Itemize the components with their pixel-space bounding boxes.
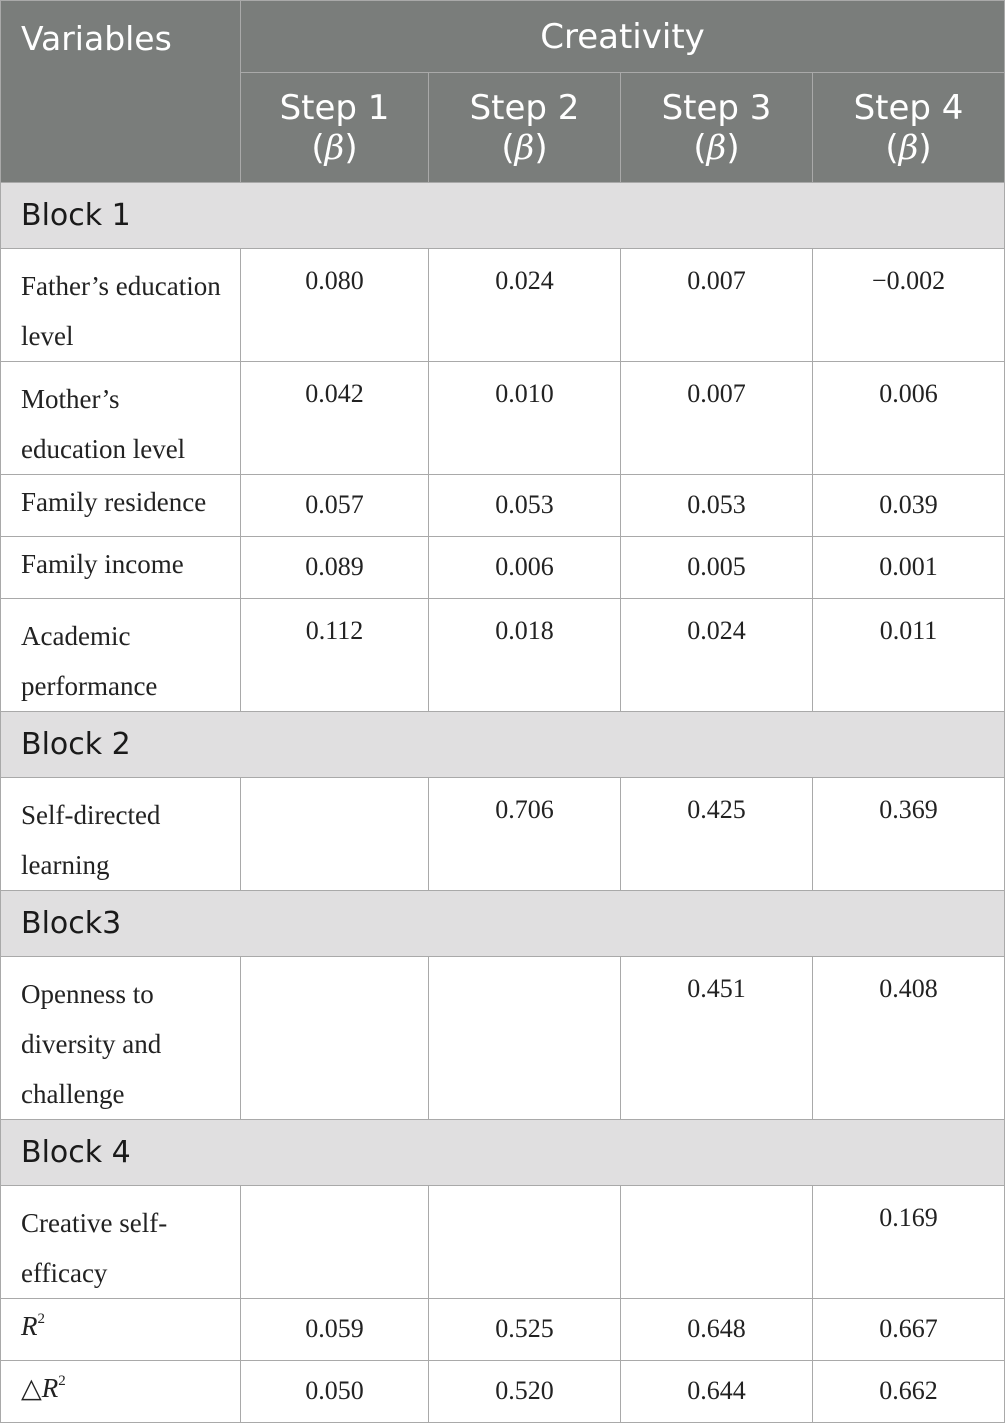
value-cell: 0.169	[813, 1186, 1005, 1299]
block-row	[1, 183, 1005, 249]
creativity-header: Creativity	[241, 1, 1005, 73]
value-cell: 0.662	[813, 1361, 1005, 1423]
variable-name: Openness to diversity and challenge	[1, 957, 241, 1120]
delta-r-squared-row	[1, 1361, 1005, 1423]
value-cell: 0.011	[813, 599, 1005, 712]
table-row	[1, 362, 1005, 475]
variable-name: Family income	[1, 537, 241, 599]
step-1-header: Step 1 (β)	[241, 73, 429, 183]
table-row	[1, 249, 1005, 362]
value-cell: 0.080	[241, 249, 429, 362]
block-title: Block 1	[1, 183, 1005, 249]
block-row	[1, 1120, 1005, 1186]
value-cell: 0.451	[621, 957, 813, 1120]
value-cell: 0.408	[813, 957, 1005, 1120]
value-cell: 0.057	[241, 475, 429, 537]
step-2-header: Step 2 (β)	[429, 73, 621, 183]
variable-name: Academic performance	[1, 599, 241, 712]
value-cell: 0.005	[621, 537, 813, 599]
value-cell: 0.425	[621, 778, 813, 891]
block-title: Block 2	[1, 712, 1005, 778]
value-cell: 0.648	[621, 1299, 813, 1361]
value-cell	[241, 957, 429, 1120]
value-cell: 0.050	[241, 1361, 429, 1423]
value-cell	[241, 778, 429, 891]
value-cell: 0.369	[813, 778, 1005, 891]
value-cell: 0.039	[813, 475, 1005, 537]
value-cell: 0.053	[621, 475, 813, 537]
value-cell: 0.112	[241, 599, 429, 712]
value-cell: 0.007	[621, 362, 813, 475]
value-cell: 0.010	[429, 362, 621, 475]
value-cell: 0.525	[429, 1299, 621, 1361]
table-row	[1, 599, 1005, 712]
value-cell: 0.053	[429, 475, 621, 537]
block-row	[1, 712, 1005, 778]
step-3-header: Step 3 (β)	[621, 73, 813, 183]
value-cell: 0.667	[813, 1299, 1005, 1361]
table-row	[1, 957, 1005, 1120]
delta-icon: △	[21, 1373, 42, 1403]
value-cell: 0.024	[621, 599, 813, 712]
table-row	[1, 1186, 1005, 1299]
value-cell	[429, 1186, 621, 1299]
value-cell: 0.706	[429, 778, 621, 891]
value-cell	[621, 1186, 813, 1299]
table-row	[1, 537, 1005, 599]
r-squared-row	[1, 1299, 1005, 1361]
step-4-header: Step 4 (β)	[813, 73, 1005, 183]
variable-name: Father’s education level	[1, 249, 241, 362]
value-cell	[429, 957, 621, 1120]
block-row	[1, 891, 1005, 957]
variables-header: Variables	[1, 1, 241, 183]
value-cell: 0.520	[429, 1361, 621, 1423]
value-cell: 0.042	[241, 362, 429, 475]
delta-r-squared-label: $\triangle R^2$	[1, 1361, 241, 1423]
value-cell: 0.024	[429, 249, 621, 362]
value-cell: 0.018	[429, 599, 621, 712]
block-title: Block3	[1, 891, 1005, 957]
value-cell: −0.002	[813, 249, 1005, 362]
value-cell: 0.007	[621, 249, 813, 362]
variable-name: Family residence	[1, 475, 241, 537]
variable-name: Creative self-efficacy	[1, 1186, 241, 1299]
value-cell	[241, 1186, 429, 1299]
value-cell: 0.006	[813, 362, 1005, 475]
block-title: Block 4	[1, 1120, 1005, 1186]
value-cell: 0.644	[621, 1361, 813, 1423]
r-squared-label: $R^2$	[1, 1299, 241, 1361]
variable-name: Mother’s education level	[1, 362, 241, 475]
value-cell: 0.001	[813, 537, 1005, 599]
table-row	[1, 475, 1005, 537]
table-row	[1, 778, 1005, 891]
value-cell: 0.089	[241, 537, 429, 599]
variable-name: Self-directed learning	[1, 778, 241, 891]
value-cell: 0.006	[429, 537, 621, 599]
value-cell: 0.059	[241, 1299, 429, 1361]
